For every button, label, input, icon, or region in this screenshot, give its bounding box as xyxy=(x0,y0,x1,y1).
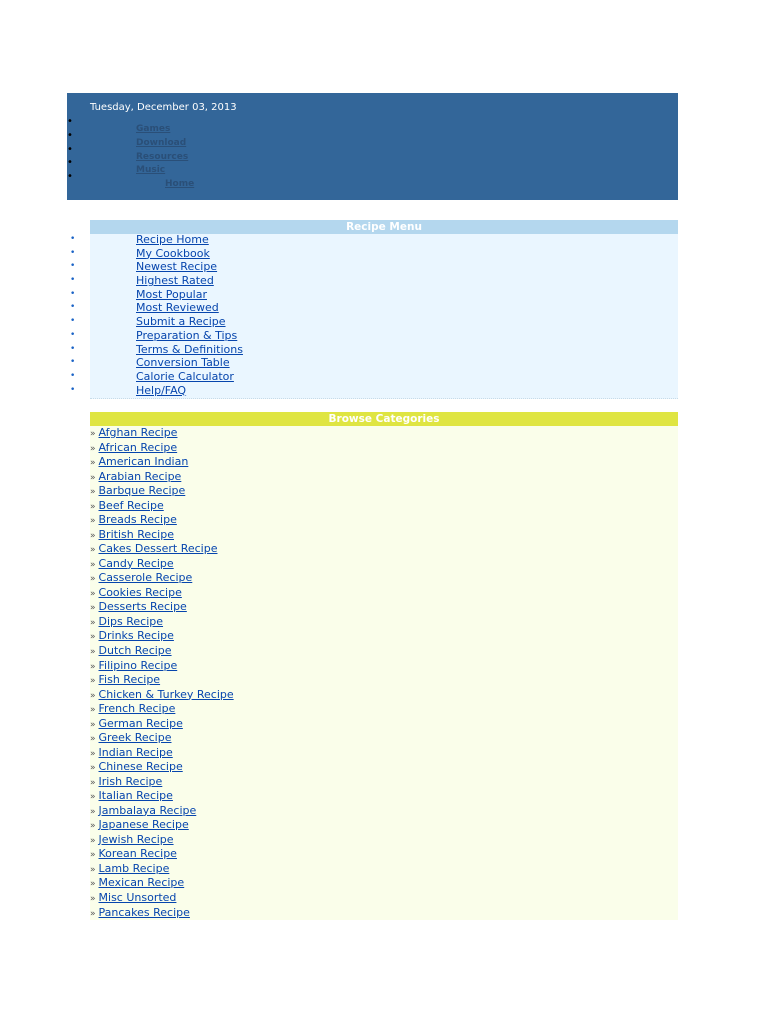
category-link-fish-recipe[interactable]: Fish Recipe xyxy=(98,673,161,687)
category-link-french-recipe[interactable]: French Recipe xyxy=(98,702,176,716)
category-item-pancakes-recipe xyxy=(90,906,234,921)
category-link-jambalaya-recipe[interactable]: Jambalaya Recipe xyxy=(98,803,197,817)
double-chevron-icon: » xyxy=(90,879,96,890)
category-item-dutch-recipe xyxy=(90,644,234,659)
nav-link-download[interactable]: Download xyxy=(136,137,187,148)
recipe-menu-item-conversion-table xyxy=(0,356,678,370)
bullet-icon: • xyxy=(70,329,76,340)
nav-link-home[interactable]: Home xyxy=(165,179,195,189)
bullet-icon: • xyxy=(67,157,73,169)
category-item-barbque-recipe xyxy=(90,484,234,499)
double-chevron-icon: » xyxy=(90,850,96,861)
category-link-japanese-recipe[interactable]: Japanese Recipe xyxy=(98,818,189,832)
recipe-menu-link-newest-recipe[interactable]: Newest Recipe xyxy=(136,260,218,274)
category-item-greek-recipe xyxy=(90,731,234,746)
recipe-menu-title: Recipe Menu xyxy=(90,220,678,234)
category-link-irish-recipe[interactable]: Irish Recipe xyxy=(98,774,163,788)
current-date: Tuesday, December 03, 2013 xyxy=(90,102,237,113)
double-chevron-icon: » xyxy=(90,763,96,774)
double-chevron-icon: » xyxy=(90,748,96,759)
bullet-icon: • xyxy=(67,116,73,127)
category-link-breads-recipe[interactable]: Breads Recipe xyxy=(98,513,177,527)
category-item-german-recipe xyxy=(90,717,234,732)
recipe-menu-item-my-cookbook xyxy=(0,247,678,261)
category-link-afghan-recipe[interactable]: Afghan Recipe xyxy=(98,426,178,439)
category-link-dutch-recipe[interactable]: Dutch Recipe xyxy=(98,643,172,657)
recipe-menu-item-recipe-home xyxy=(0,233,678,247)
category-link-pancakes-recipe[interactable]: Pancakes Recipe xyxy=(98,905,190,919)
bullet-icon: • xyxy=(70,343,76,354)
category-link-german-recipe[interactable]: German Recipe xyxy=(98,716,183,730)
bullet-icon: • xyxy=(70,288,76,299)
category-item-arabian-recipe xyxy=(90,470,234,485)
category-link-candy-recipe[interactable]: Candy Recipe xyxy=(98,556,174,570)
double-chevron-icon: » xyxy=(90,690,96,701)
site-header xyxy=(67,93,678,200)
double-chevron-icon: » xyxy=(90,559,96,570)
category-link-chicken-and-turkey-recipe[interactable]: Chicken & Turkey Recipe xyxy=(98,687,234,701)
category-link-drinks-recipe[interactable]: Drinks Recipe xyxy=(98,629,174,643)
recipe-menu-link-submit-a-recipe[interactable]: Submit a Recipe xyxy=(136,315,226,329)
bullet-icon: • xyxy=(70,261,76,272)
nav-link-resources[interactable]: Resources xyxy=(136,151,189,162)
category-link-indian-recipe[interactable]: Indian Recipe xyxy=(98,745,173,759)
double-chevron-icon: » xyxy=(90,676,96,687)
category-item-afghan-recipe xyxy=(90,426,234,441)
category-item-indian-recipe xyxy=(90,746,234,761)
double-chevron-icon: » xyxy=(90,443,96,454)
recipe-menu-link-recipe-home[interactable]: Recipe Home xyxy=(136,233,209,246)
category-item-drinks-recipe xyxy=(90,629,234,644)
category-link-desserts-recipe[interactable]: Desserts Recipe xyxy=(98,600,187,614)
bullet-icon: • xyxy=(70,384,76,395)
category-item-breads-recipe xyxy=(90,513,234,528)
recipe-menu-item-help-faq xyxy=(0,384,678,398)
recipe-menu-link-calorie-calculator[interactable]: Calorie Calculator xyxy=(136,369,234,383)
double-chevron-icon: » xyxy=(90,487,96,498)
recipe-menu-item-most-reviewed xyxy=(0,301,678,315)
category-link-chinese-recipe[interactable]: Chinese Recipe xyxy=(98,760,183,774)
double-chevron-icon: » xyxy=(90,574,96,585)
category-item-beef-recipe xyxy=(90,499,234,514)
bullet-icon: • xyxy=(70,234,76,244)
category-link-cookies-recipe[interactable]: Cookies Recipe xyxy=(98,585,182,599)
category-item-jewish-recipe xyxy=(90,833,234,848)
category-item-desserts-recipe xyxy=(90,600,234,615)
category-link-american-indian[interactable]: American Indian xyxy=(98,455,189,469)
double-chevron-icon: » xyxy=(90,472,96,483)
nav-link-games[interactable]: Games xyxy=(136,124,171,134)
recipe-menu-link-my-cookbook[interactable]: My Cookbook xyxy=(136,246,210,260)
category-link-jewish-recipe[interactable]: Jewish Recipe xyxy=(98,832,174,846)
category-item-chinese-recipe xyxy=(90,760,234,775)
double-chevron-icon: » xyxy=(90,661,96,672)
category-link-lamb-recipe[interactable]: Lamb Recipe xyxy=(98,861,170,875)
category-item-jambalaya-recipe xyxy=(90,804,234,819)
category-item-fish-recipe xyxy=(90,673,234,688)
double-chevron-icon: » xyxy=(90,632,96,643)
recipe-menu-list xyxy=(0,233,678,397)
bullet-icon: • xyxy=(67,129,73,141)
category-item-french-recipe xyxy=(90,702,234,717)
bullet-icon: • xyxy=(70,316,76,327)
double-chevron-icon: » xyxy=(90,429,96,439)
double-chevron-icon: » xyxy=(90,501,96,512)
category-item-cakes-dessert-recipe xyxy=(90,542,234,557)
recipe-menu-link-most-popular[interactable]: Most Popular xyxy=(136,287,208,301)
category-link-italian-recipe[interactable]: Italian Recipe xyxy=(98,789,173,803)
category-item-chicken-and-turkey-recipe xyxy=(90,688,234,703)
category-link-filipino-recipe[interactable]: Filipino Recipe xyxy=(98,658,178,672)
recipe-menu-item-preparation-and-tips xyxy=(0,329,678,343)
category-item-italian-recipe xyxy=(90,789,234,804)
double-chevron-icon: » xyxy=(90,864,96,875)
double-chevron-icon: » xyxy=(90,545,96,556)
double-chevron-icon: » xyxy=(90,777,96,788)
category-link-misc-unsorted[interactable]: Misc Unsorted xyxy=(98,891,177,904)
category-item-casserole-recipe xyxy=(90,571,234,586)
category-link-beef-recipe[interactable]: Beef Recipe xyxy=(98,498,164,512)
category-link-cakes-dessert-recipe[interactable]: Cakes Dessert Recipe xyxy=(98,542,218,556)
double-chevron-icon: » xyxy=(90,603,96,614)
category-item-korean-recipe xyxy=(90,847,234,862)
recipe-menu-item-terms-and-definitions xyxy=(0,343,678,357)
category-item-african-recipe xyxy=(90,441,234,456)
browse-categories-title: Browse Categories xyxy=(90,412,678,426)
category-item-japanese-recipe xyxy=(90,818,234,833)
recipe-menu-link-highest-rated[interactable]: Highest Rated xyxy=(136,274,214,288)
nav-link-music[interactable]: Music xyxy=(136,165,166,176)
category-item-british-recipe xyxy=(90,528,234,543)
recipe-menu-link-conversion-table[interactable]: Conversion Table xyxy=(136,356,230,370)
category-link-arabian-recipe[interactable]: Arabian Recipe xyxy=(98,469,182,483)
category-item-dips-recipe xyxy=(90,615,234,630)
bullet-icon: • xyxy=(70,357,76,368)
recipe-menu-link-most-reviewed[interactable]: Most Reviewed xyxy=(136,301,219,315)
category-link-african-recipe[interactable]: African Recipe xyxy=(98,440,178,454)
category-link-greek-recipe[interactable]: Greek Recipe xyxy=(98,731,172,745)
double-chevron-icon: » xyxy=(90,806,96,817)
double-chevron-icon: » xyxy=(90,792,96,803)
recipe-menu-item-highest-rated xyxy=(0,274,678,288)
recipe-menu-item-submit-a-recipe xyxy=(0,315,678,329)
double-chevron-icon: » xyxy=(90,458,96,469)
category-link-casserole-recipe[interactable]: Casserole Recipe xyxy=(98,571,193,585)
double-chevron-icon: » xyxy=(90,821,96,832)
bullet-icon: • xyxy=(70,275,76,286)
bullet-icon: • xyxy=(67,143,73,155)
double-chevron-icon: » xyxy=(90,734,96,745)
recipe-menu-link-terms-and-definitions[interactable]: Terms & Definitions xyxy=(136,342,243,356)
double-chevron-icon: » xyxy=(90,835,96,846)
double-chevron-icon: » xyxy=(90,894,96,904)
double-chevron-icon: » xyxy=(90,516,96,527)
recipe-menu-link-help-faq[interactable]: Help/FAQ xyxy=(136,383,187,397)
double-chevron-icon: » xyxy=(90,705,96,716)
category-link-british-recipe[interactable]: British Recipe xyxy=(98,527,174,541)
category-link-barbque-recipe[interactable]: Barbque Recipe xyxy=(98,484,186,498)
recipe-menu-item-newest-recipe xyxy=(0,260,678,274)
category-item-filipino-recipe xyxy=(90,659,234,674)
recipe-menu-link-preparation-and-tips[interactable]: Preparation & Tips xyxy=(136,328,238,342)
recipe-menu-item-most-popular xyxy=(0,288,678,302)
recipe-menu-item-calorie-calculator xyxy=(0,370,678,384)
double-chevron-icon: » xyxy=(90,530,96,541)
double-chevron-icon: » xyxy=(90,617,96,628)
category-item-mexican-recipe xyxy=(90,876,234,891)
category-item-cookies-recipe xyxy=(90,586,234,601)
double-chevron-icon: » xyxy=(90,646,96,657)
category-link-dips-recipe[interactable]: Dips Recipe xyxy=(98,614,164,628)
double-chevron-icon: » xyxy=(90,719,96,730)
category-item-irish-recipe xyxy=(90,775,234,790)
bullet-icon: • xyxy=(70,302,76,313)
bullet-icon: • xyxy=(70,247,76,258)
bullet-icon: • xyxy=(67,171,73,182)
category-item-american-indian xyxy=(90,455,234,470)
category-link-korean-recipe[interactable]: Korean Recipe xyxy=(98,847,177,861)
double-chevron-icon: » xyxy=(90,588,96,599)
bullet-icon: • xyxy=(70,370,76,381)
category-item-misc-unsorted xyxy=(90,891,234,906)
category-item-candy-recipe xyxy=(90,557,234,572)
category-link-mexican-recipe[interactable]: Mexican Recipe xyxy=(98,876,185,890)
category-item-lamb-recipe xyxy=(90,862,234,877)
double-chevron-icon: » xyxy=(90,908,96,919)
browse-categories-list xyxy=(90,426,234,920)
